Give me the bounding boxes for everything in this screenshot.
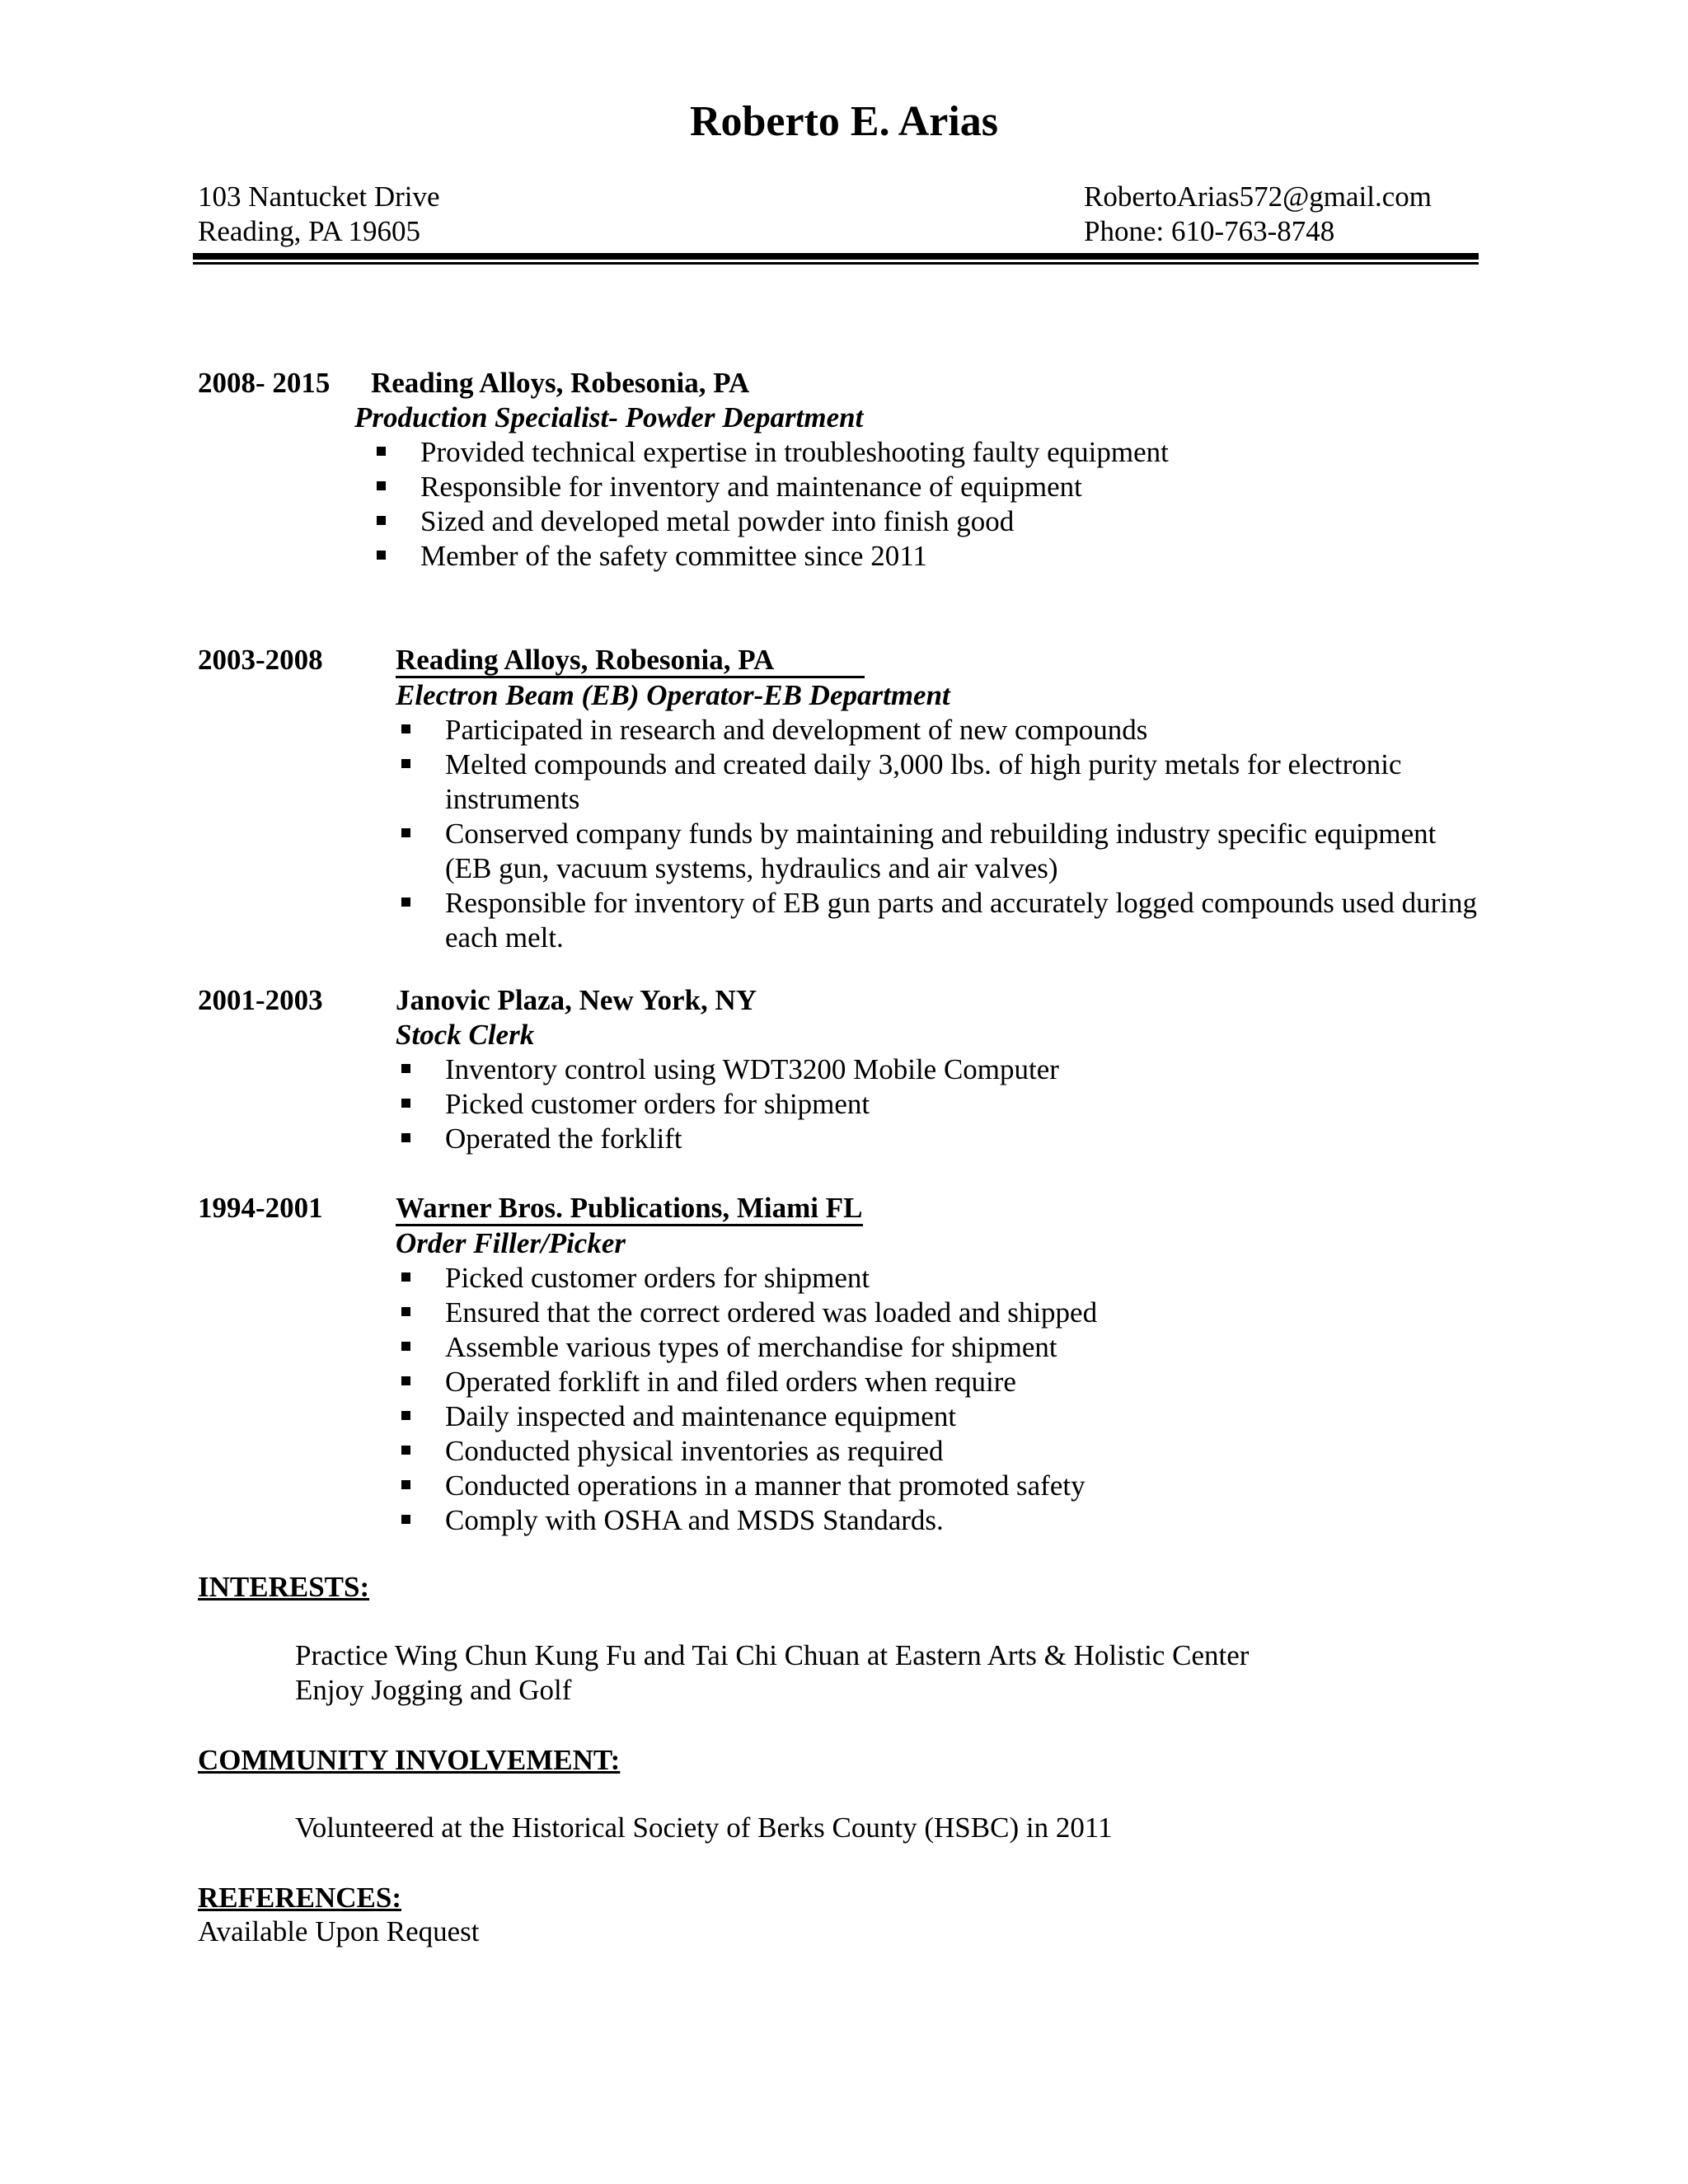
interest-line: Practice Wing Chun Kung Fu and Tai Chi Chuan at Eastern Arts & Holistic Center [295, 1639, 1250, 1671]
list-item: Member of the safety committee since 2011 [371, 539, 1451, 574]
list-item: Responsible for inventory and maintenance of equipment [371, 470, 1451, 504]
community-heading: COMMUNITY INVOLVEMENT: [198, 1744, 621, 1776]
job-dates: 2008- 2015 [198, 367, 331, 399]
list-item: Operated the forklift [396, 1122, 1484, 1156]
address-line-2: Reading, PA 19605 [198, 215, 420, 247]
references-heading: REFERENCES: [198, 1882, 401, 1914]
interests-heading: INTERESTS: [198, 1571, 370, 1603]
job-title: Stock Clerk [396, 1019, 535, 1051]
job-details [396, 983, 1484, 1156]
list-item: Inventory control using WDT3200 Mobile Computer [396, 1052, 1484, 1087]
job-employer: Reading Alloys, Robesonia, PA [371, 367, 750, 399]
job-employer: Warner Bros. Publications, Miami FL [396, 1193, 863, 1226]
list-item: Conserved company funds by maintaining and rebuilding industry specific equipment (EB gun, vacuum systems, hydraulics and air valves) [396, 817, 1484, 886]
list-item: Comply with OSHA and MSDS Standards. [396, 1503, 1484, 1538]
job-duties [396, 1052, 1484, 1156]
list-item: Assemble various types of merchandise for shipment [396, 1330, 1484, 1365]
interests-body [295, 1638, 1249, 1708]
contact-block [1084, 180, 1432, 249]
list-item: Conducted physical inventories as required [396, 1434, 1484, 1469]
list-item: Daily inspected and maintenance equipment [396, 1399, 1484, 1434]
job-details [396, 643, 1484, 955]
job-dates: 2001-2003 [198, 984, 323, 1016]
resume-name: Roberto E. Arias [689, 98, 999, 145]
list-item: Picked customer orders for shipment [396, 1087, 1484, 1122]
job-details [354, 366, 1451, 574]
list-item: Participated in research and development of new compounds [396, 713, 1484, 748]
interest-line: Enjoy Jogging and Golf [295, 1674, 572, 1706]
list-item: Conducted operations in a manner that promoted safety [396, 1469, 1484, 1503]
job-dates: 2003-2008 [198, 644, 323, 676]
list-item: Operated forklift in and filed orders when require [396, 1365, 1484, 1399]
list-item: Picked customer orders for shipment [396, 1261, 1484, 1296]
job-dates: 1994-2001 [198, 1192, 323, 1224]
job-title: Electron Beam (EB) Operator-EB Department [396, 679, 950, 711]
header-divider-thin [193, 262, 1479, 265]
job-duties [396, 713, 1484, 955]
address-line-1: 103 Nantucket Drive [198, 180, 440, 213]
job-employer: Janovic Plaza, New York, NY [396, 984, 757, 1016]
job-duties [371, 435, 1451, 574]
job-duties [396, 1261, 1484, 1538]
phone-number: Phone: 610-763-8748 [1084, 215, 1335, 247]
job-details [396, 1191, 1484, 1538]
job-title: Order Filler/Picker [396, 1227, 626, 1259]
job-title: Production Specialist- Powder Department [354, 401, 864, 434]
email-address: RobertoArias572@gmail.com [1084, 180, 1432, 213]
job-employer: Reading Alloys, Robesonia, PA [396, 644, 865, 678]
list-item: Ensured that the correct ordered was loaded and shipped [396, 1296, 1484, 1330]
community-line: Volunteered at the Historical Society of Berks County (HSBC) in 2011 [295, 1811, 1113, 1844]
list-item: Sized and developed metal powder into finish good [371, 504, 1451, 539]
header-divider-thick [193, 253, 1479, 260]
address-block [198, 180, 440, 249]
references-line: Available Upon Request [198, 1915, 480, 1947]
list-item: Provided technical expertise in troubleshooting faulty equipment [371, 435, 1451, 470]
list-item: Responsible for inventory of EB gun parts and accurately logged compounds used during each melt. [396, 886, 1484, 955]
list-item: Melted compounds and created daily 3,000 lbs. of high purity metals for electronic instruments [396, 748, 1484, 817]
